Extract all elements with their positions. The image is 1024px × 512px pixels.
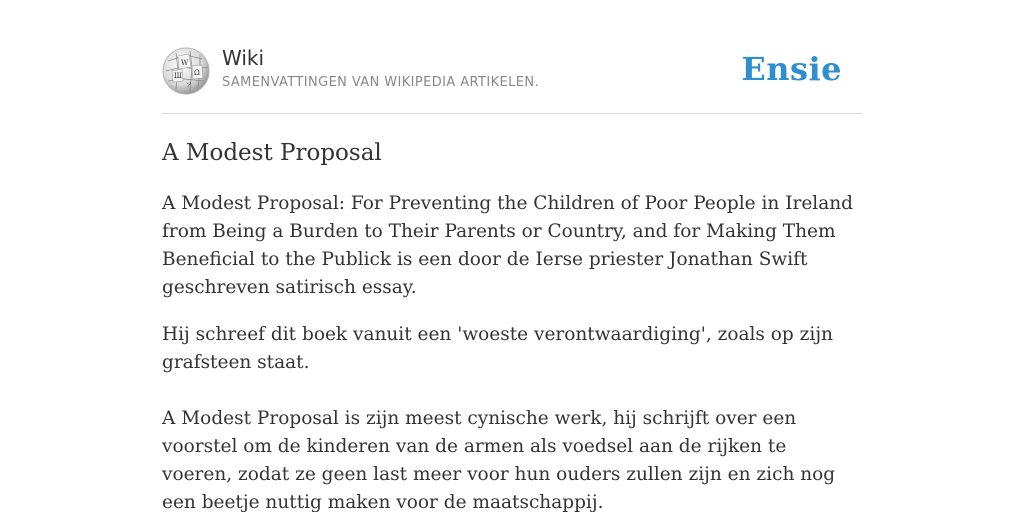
svg-text:Ш: Ш bbox=[174, 72, 182, 80]
svg-text:Ω: Ω bbox=[194, 69, 200, 77]
site-name[interactable]: Wiki bbox=[222, 46, 265, 70]
article-paragraph-2: Hij schreef dit boek vanuit een 'woeste verontwaardiging', zoals op zijn grafsteen staat. bbox=[162, 324, 833, 373]
brand-logo[interactable]: Ensie bbox=[741, 50, 842, 88]
content-container bbox=[162, 0, 862, 512]
article-paragraph-3: A Modest Proposal is zijn meest cynische werk, hij schrijft over een voorstel om de kinderen van de armen als voedsel aan de rijken te voeren, zodat ze geen last meer voor hun ouders zullen zijn en zich nog een beetje nuttig maken voor de maatschappij. bbox=[162, 408, 836, 512]
wikipedia-globe-icon[interactable] bbox=[162, 47, 210, 95]
svg-text:W: W bbox=[181, 59, 189, 67]
svg-text:ア: ア bbox=[186, 82, 193, 89]
site-header bbox=[162, 0, 862, 114]
site-tagline: SAMENVATTINGEN VAN WIKIPEDIA ARTIKELEN. bbox=[222, 75, 540, 90]
article-paragraph-1: A Modest Proposal: For Preventing the Children of Poor People in Ireland from Being a Burden to Their Parents or Country, and for Making Them Beneficial to the Publick is een door de Ierse priester Jonathan Swift geschreven satirisch essay. bbox=[162, 193, 853, 298]
article-title: A Modest Proposal bbox=[162, 140, 382, 166]
